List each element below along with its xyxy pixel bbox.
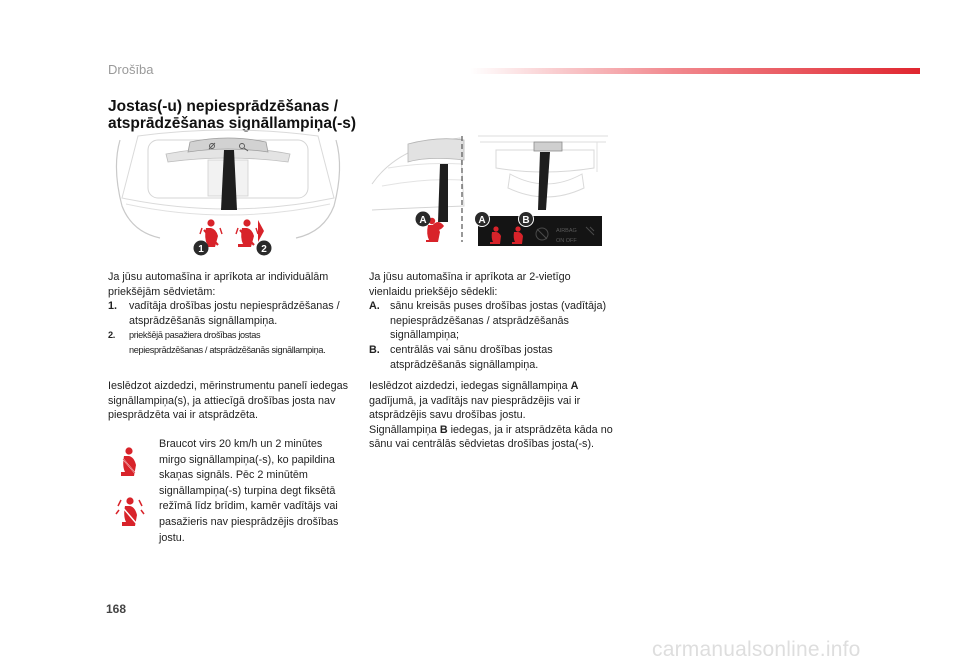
seatbelt-lamp-blink-icon [116, 497, 144, 526]
page-title [108, 98, 356, 132]
list-label-1: 1. [108, 300, 118, 313]
left-column [108, 270, 352, 358]
right-list-item-b [369, 343, 613, 372]
seatbelt-lamp-icon [121, 447, 136, 476]
callout-a-figure: A [419, 215, 427, 226]
watermark: carmanualsonline.info [652, 638, 861, 661]
lamp-b-text-2: iedegas, ja ir atsprādzēta kāda no sānu vai centrālās sēdvietas drošības josta(-s). [369, 423, 613, 451]
left-list-item-1 [108, 299, 352, 328]
list-label-a: A. [369, 300, 380, 313]
callout-b-panel: B [522, 215, 530, 226]
callout-1: 1 [198, 244, 204, 255]
list-text-a: sānu kreisās puses drošības jostas (vadītāja) nepiesprādzēšanas / atsprādzēšanās signāllampiņa; [390, 300, 607, 342]
list-text-2-line-2: nepiesprādzēšanas / atsprādzēšanās signāllampiņa. [129, 344, 326, 355]
right-ignition-text-1: Ieslēdzot aizdedzi, iedegas signāllampiņa [369, 380, 571, 392]
title-line-2: atsprādzēšanas signāllampiņa(-s) [108, 115, 357, 132]
right-ignition-paragraph [369, 379, 613, 452]
list-text-1: vadītāja drošības jostu nepiesprādzēšanas / atsprādzēšanās signāllampiņa. [129, 300, 340, 327]
list-text-2-line-1: priekšējā pasažiera drošības jostas [129, 330, 261, 341]
section-label: Drošība [108, 62, 154, 77]
list-label-b: B. [369, 343, 380, 356]
page-number: 168 [106, 602, 127, 616]
right-intro: Ja jūsu automašīna ir aprīkota ar 2-vietīgo vienlaidu priekšējo sēdekli: [369, 271, 571, 298]
right-ignition-text-2: gadījumā, ja vadītājs nav piesprādzējis vai ir atsprādzējis savu drošības jostu. [369, 394, 581, 422]
right-column [369, 270, 613, 372]
callout-a-panel: A [478, 215, 486, 226]
left-list-item-2 [108, 328, 352, 357]
instrument-panel-figure-right [368, 128, 612, 252]
header-accent-bar [470, 68, 920, 74]
list-text-b: centrālās vai sānu drošības jostas atsprādzēšanās signāllampiņa. [390, 343, 553, 371]
list-label-2: 2. [108, 330, 115, 341]
speed-warning-note: Braucot virs 20 km/h un 2 minūtes mirgo signāllampiņa(-s), ko papildina skaņas signāls. Pēc 2 minūtēm signāllampiņa(-s) turpina degt fiksētā režīmā līdz brīdim, kamēr vadītājs vai pasažieris nav piesprādzējis drošības jostu. [159, 438, 339, 544]
lamp-b-bold: B [439, 423, 448, 436]
callout-2: 2 [261, 244, 267, 255]
lamp-b-text-1: Signāllampiņa [369, 423, 440, 436]
left-ignition-paragraph: Ieslēdzot aizdedzi, mērinstrumentu panelī iedegas signāllampiņa(s), ja attiecīgā drošības josta nav piesprādzēta vai ir atsprādzēta. [108, 380, 349, 422]
left-intro: Ja jūsu automašīna ir aprīkota ar individuālām priekšējām sēdvietām: [108, 271, 329, 298]
instrument-panel-figure-left [108, 128, 348, 260]
airbag-label: AIRBAG [556, 228, 577, 234]
right-ignition-bold-a: A [570, 380, 579, 392]
seatbelt-warning-icons [114, 446, 154, 532]
title-line-1: Jostas(-u) nepiesprādzēšanas / [108, 98, 338, 115]
right-list-item-a [369, 299, 613, 343]
airbag-on-off-label: ON OFF [556, 238, 577, 244]
